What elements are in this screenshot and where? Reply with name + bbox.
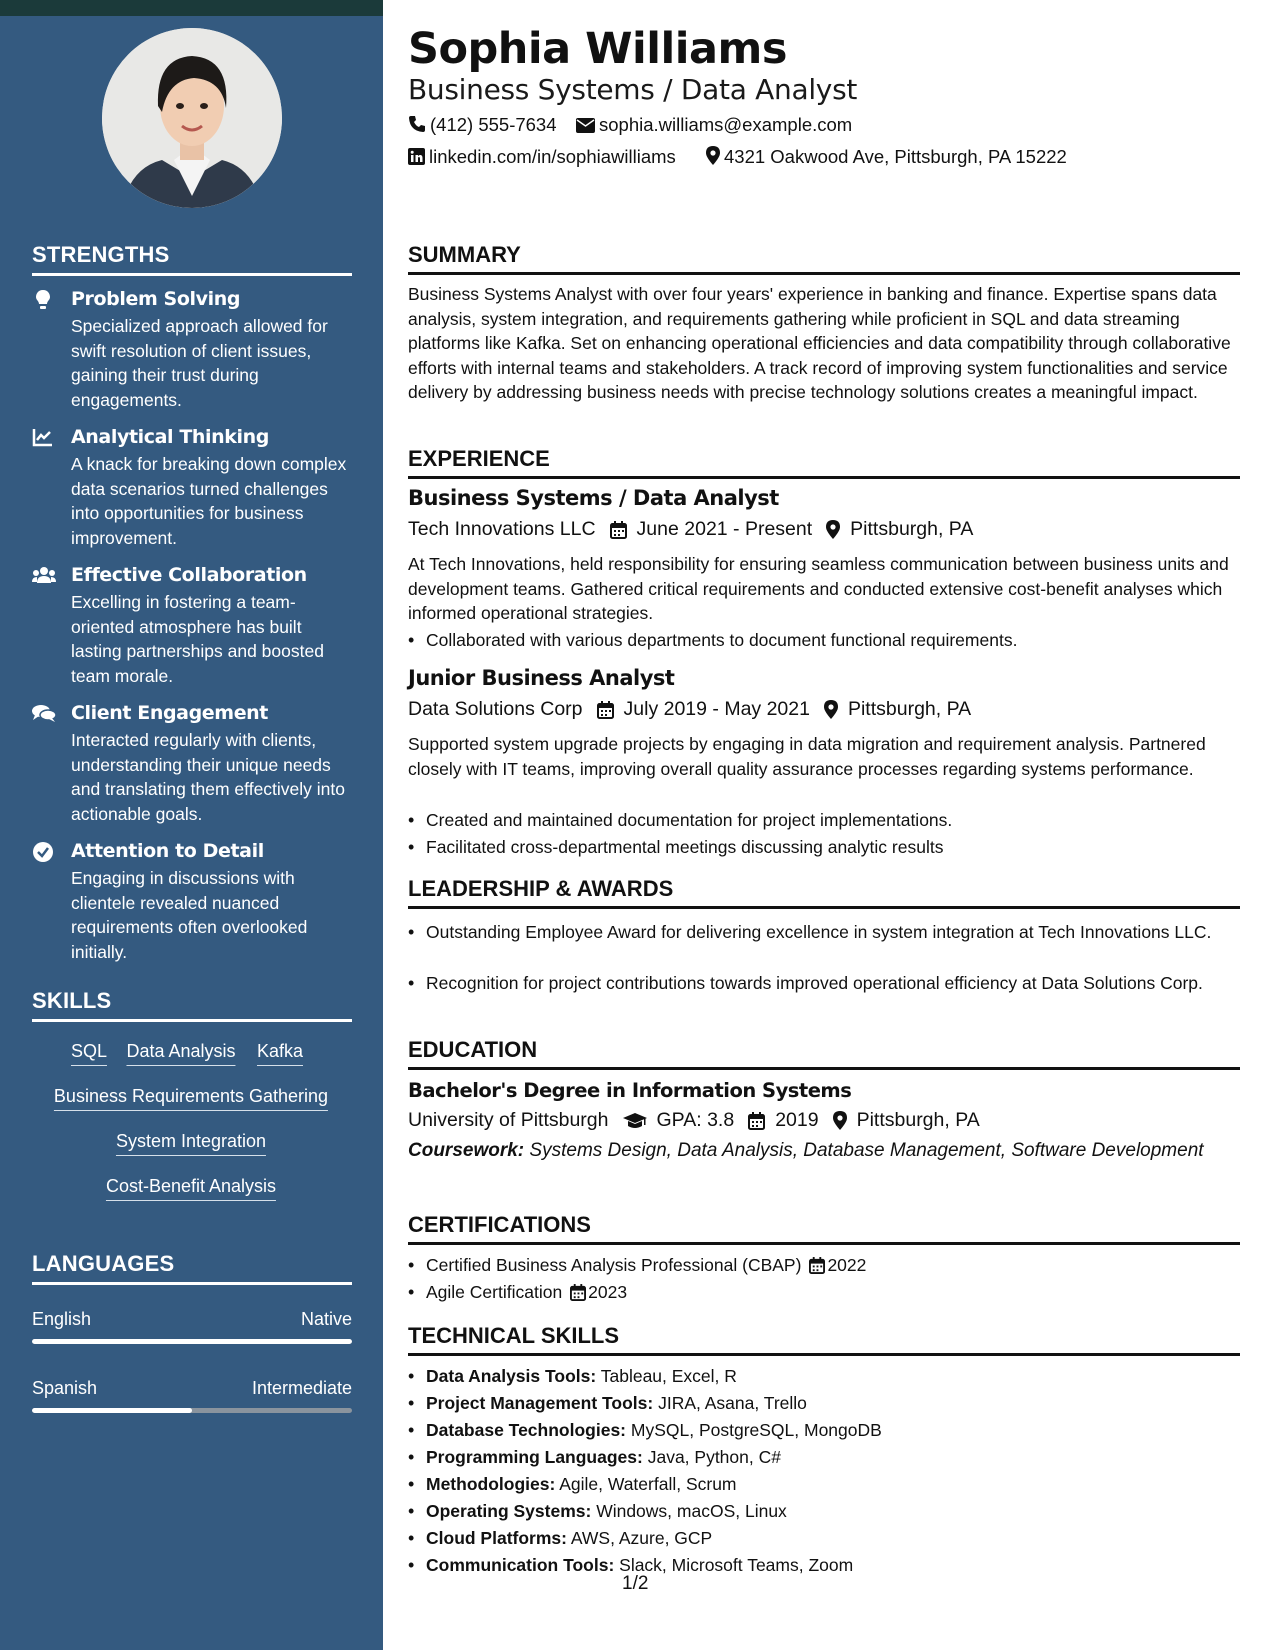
- education-coursework: [408, 1139, 1240, 1163]
- strength-title: Problem Solving: [71, 288, 241, 310]
- education-gpa: GPA: 3.8: [656, 1109, 735, 1131]
- technical-skill-value: MySQL, PostgreSQL, MongoDB: [626, 1420, 882, 1440]
- strengths-heading: STRENGTHS: [32, 242, 352, 276]
- job-role: Business Systems / Data Analyst: [408, 486, 779, 510]
- education-meta: [408, 1109, 980, 1132]
- technical-skill-label: Methodologies:: [426, 1474, 556, 1494]
- job-bullet: • Collaborated with various departments to document functional requirements.: [408, 628, 1240, 653]
- strength-title: Analytical Thinking: [71, 426, 269, 448]
- linkedin-contact: [408, 146, 676, 168]
- linkedin-icon: [408, 148, 425, 165]
- strength-title: Effective Collaboration: [71, 564, 307, 586]
- technical-skill-item: [408, 1472, 1240, 1497]
- technical-skill-value: Windows, macOS, Linux: [591, 1501, 787, 1521]
- candidate-name: Sophia Williams: [408, 24, 787, 74]
- technical-skill-value: JIRA, Asana, Trello: [653, 1393, 807, 1413]
- graduation-cap-icon: [623, 1113, 647, 1129]
- technical-skill-item: [408, 1364, 1240, 1389]
- summary-heading: SUMMARY: [408, 242, 1240, 275]
- certification-name: Certified Business Analysis Professional (CBAP): [426, 1255, 802, 1275]
- job-description: Supported system upgrade projects by engaging in data migration and requirement analysis. Partnered closely with IT teams, improving overall quality assurance processes regarding systems performance.: [408, 734, 1206, 779]
- certification-year: 2023: [588, 1282, 628, 1302]
- job-meta: [408, 518, 973, 541]
- education-degree: Bachelor's Degree in Information Systems: [408, 1079, 852, 1102]
- calendar-icon: [597, 701, 614, 719]
- skill-tag: Data Analysis: [126, 1041, 235, 1066]
- certification-item: [408, 1253, 1240, 1278]
- technical-skill-item: [408, 1418, 1240, 1443]
- map-marker-icon: [706, 146, 720, 165]
- coursework-label: Coursework:: [408, 1140, 525, 1161]
- technical-skill-item: [408, 1391, 1240, 1416]
- sidebar-top-accent: [0, 0, 383, 16]
- chart-line-icon: [32, 427, 56, 449]
- technical-skill-label: Communication Tools:: [426, 1555, 615, 1575]
- calendar-icon: [610, 521, 627, 539]
- experience-heading: EXPERIENCE: [408, 446, 1240, 479]
- skill-tag: Cost-Benefit Analysis: [106, 1176, 276, 1201]
- technical-skill-item: [408, 1553, 1240, 1578]
- languages-heading: LANGUAGES: [32, 1251, 352, 1285]
- strength-title: Attention to Detail: [71, 840, 264, 862]
- technical-skill-label: Data Analysis Tools:: [426, 1366, 597, 1386]
- technical-skill-label: Operating Systems:: [426, 1501, 592, 1521]
- address: 4321 Oakwood Ave, Pittsburgh, PA 15222: [724, 146, 1067, 167]
- job-role: Junior Business Analyst: [408, 666, 675, 690]
- technical-skill-item: [408, 1445, 1240, 1470]
- language-proficiency-fill: [32, 1408, 192, 1413]
- lightbulb-icon: [32, 289, 56, 311]
- strength-description: Interacted regularly with clients, understanding their unique needs and translating them effectively into actionable goals.: [71, 730, 346, 824]
- strength-description: A knack for breaking down complex data scenarios turned challenges into opportunities for business improvement.: [71, 454, 347, 548]
- skill-tag: SQL: [71, 1041, 107, 1066]
- summary-text: Business Systems Analyst with over four years' experience in banking and finance. Expertise spans data analysis, system integration, and requirements gathering while proficient in SQL and data streaming platforms like Kafka. Set on enhancing operational efficiencies and data compatibility through collaborative efforts with internal teams and stakeholders. A track record of improving system functionalities and service delivery by addressing business needs with precise technology solutions creates a meaningful impact.: [408, 284, 1231, 402]
- coursework-list: Systems Design, Data Analysis, Database Management, Software Development: [524, 1140, 1204, 1161]
- map-marker-icon: [833, 1111, 847, 1130]
- strength-description: Engaging in discussions with clientele revealed nuanced requirements often overlooked initially.: [71, 868, 308, 962]
- comments-icon: [32, 703, 56, 725]
- phone-number: (412) 555-7634: [430, 114, 557, 135]
- job-company: Tech Innovations LLC: [408, 518, 596, 540]
- technical-skill-item: [408, 1499, 1240, 1524]
- certifications-heading: CERTIFICATIONS: [408, 1212, 1240, 1245]
- job-bullet: • Created and maintained documentation for project implementations.: [408, 808, 1240, 833]
- certification-name: Agile Certification: [426, 1282, 563, 1302]
- technical-skill-value: AWS, Azure, GCP: [566, 1528, 713, 1548]
- language-proficiency-fill: [32, 1339, 352, 1344]
- strength-description: Specialized approach allowed for swift resolution of client issues, gaining their trust during engagements.: [71, 316, 328, 410]
- award-item: • Outstanding Employee Award for delivering excellence in system integration at Tech Innovations LLC.: [408, 920, 1240, 945]
- education-location: Pittsburgh, PA: [856, 1109, 980, 1131]
- technical-skill-label: Database Technologies:: [426, 1420, 627, 1440]
- job-location: Pittsburgh, PA: [850, 518, 974, 540]
- education-heading: EDUCATION: [408, 1037, 1240, 1070]
- award-item: • Recognition for project contributions towards improved operational efficiency at Data Solutions Corp.: [408, 971, 1240, 996]
- phone-icon: [408, 115, 426, 133]
- certification-year: 2022: [827, 1255, 867, 1275]
- skill-tag: System Integration: [116, 1131, 266, 1156]
- job-location: Pittsburgh, PA: [847, 698, 972, 720]
- skill-tag: Kafka: [257, 1041, 303, 1066]
- language-name: Spanish: [32, 1378, 98, 1398]
- technical-skill-value: Java, Python, C#: [642, 1447, 781, 1467]
- envelope-icon: [576, 118, 595, 133]
- technical-skills-heading: TECHNICAL SKILLS: [408, 1323, 1240, 1356]
- skill-tag: Business Requirements Gathering: [54, 1086, 328, 1111]
- language-name: English: [32, 1309, 92, 1329]
- phone-contact: [408, 114, 557, 136]
- technical-skill-item: [408, 1526, 1240, 1551]
- job-description: At Tech Innovations, held responsibility for ensuring seamless communication between business units and development teams. Gathered critical requirements and conducted extensive cost-benefit analyses which informed operational strategies.: [408, 554, 1229, 623]
- calendar-icon: [809, 1257, 825, 1274]
- map-marker-icon: [826, 520, 840, 539]
- strength-title: Client Engagement: [71, 702, 268, 724]
- avatar: [102, 28, 282, 208]
- sidebar: [0, 0, 383, 1650]
- address-contact: [706, 146, 1067, 168]
- job-meta: [408, 698, 971, 721]
- certification-item: [408, 1280, 1240, 1305]
- education-year: 2019: [775, 1109, 819, 1131]
- job-dates: June 2021 - Present: [636, 518, 813, 540]
- calendar-icon: [570, 1284, 586, 1301]
- technical-skill-value: Agile, Waterfall, Scrum: [555, 1474, 737, 1494]
- language-level: Intermediate: [251, 1378, 352, 1398]
- language-level: Native: [300, 1309, 352, 1329]
- strength-description: Excelling in fostering a team-oriented atmosphere has built lasting partnerships and boosted team morale.: [71, 592, 324, 686]
- users-icon: [32, 565, 56, 587]
- technical-skill-value: Tableau, Excel, R: [596, 1366, 737, 1386]
- page-number: 1/2: [622, 1573, 649, 1594]
- technical-skill-value: Slack, Microsoft Teams, Zoom: [614, 1555, 854, 1575]
- technical-skill-label: Programming Languages:: [426, 1447, 643, 1467]
- check-circle-icon: [32, 841, 56, 863]
- job-dates: July 2019 - May 2021: [623, 698, 810, 720]
- job-bullet: • Facilitated cross-departmental meetings discussing analytic results: [408, 835, 1240, 860]
- technical-skill-label: Cloud Platforms:: [426, 1528, 567, 1548]
- calendar-icon: [748, 1112, 765, 1130]
- awards-heading: LEADERSHIP & AWARDS: [408, 876, 1240, 909]
- job-company: Data Solutions Corp: [408, 698, 583, 720]
- technical-skill-label: Project Management Tools:: [426, 1393, 654, 1413]
- linkedin-url: linkedin.com/in/sophiawilliams: [429, 146, 676, 167]
- email-address: sophia.williams@example.com: [599, 114, 853, 135]
- map-marker-icon: [824, 700, 838, 719]
- candidate-title: Business Systems / Data Analyst: [408, 73, 858, 106]
- language-proficiency-bar: [32, 1339, 352, 1344]
- skills-heading: SKILLS: [32, 988, 352, 1022]
- language-proficiency-bar: [32, 1408, 352, 1413]
- education-school: University of Pittsburgh: [408, 1109, 609, 1131]
- email-contact: [576, 114, 852, 136]
